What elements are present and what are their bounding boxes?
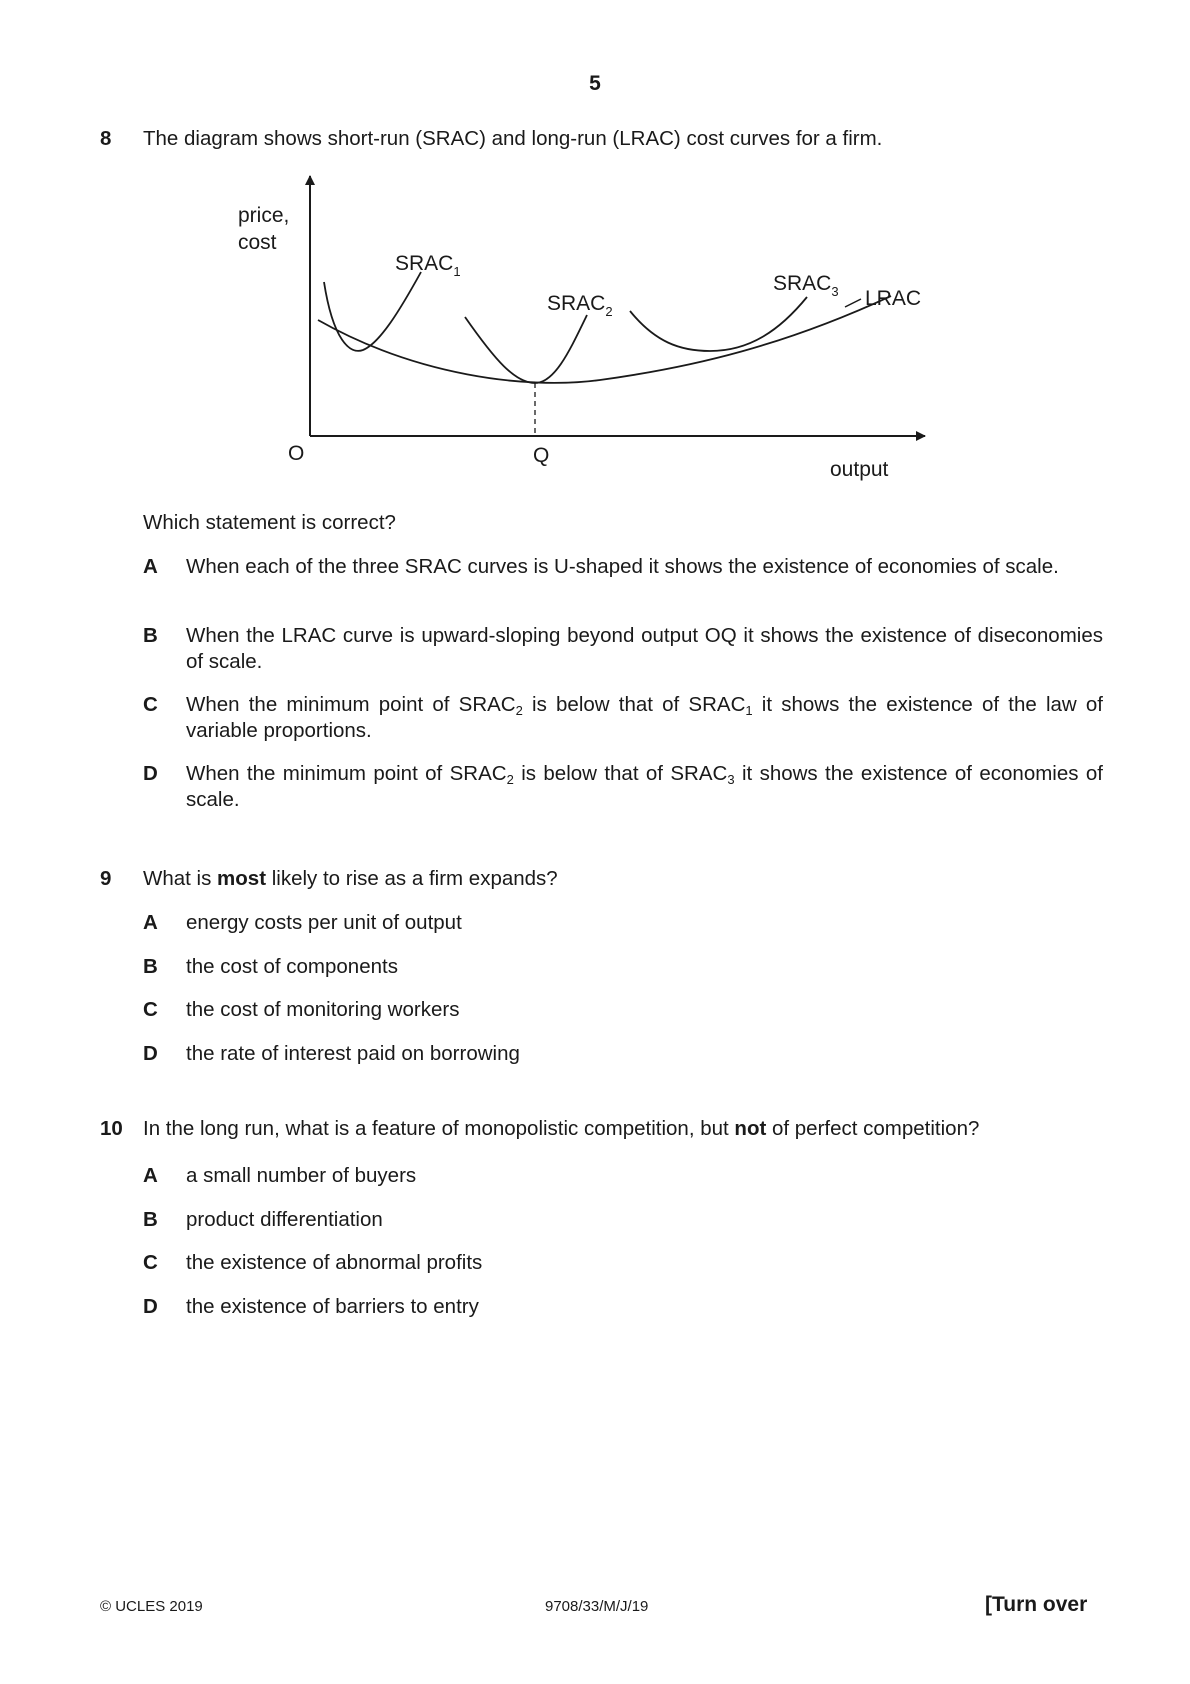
option-letter: B	[143, 624, 158, 647]
lrac-pointer	[845, 299, 861, 307]
option-letter: A	[143, 1164, 158, 1187]
option-text-part: it shows the existence of the law of variable proportions.	[186, 693, 1103, 742]
question-text-part: In the long run, what is a feature of monopolistic competition, but	[143, 1117, 735, 1140]
option-letter: C	[143, 998, 158, 1021]
option-text: a small number of buyers	[186, 1164, 417, 1187]
x-axis-label: output	[830, 458, 889, 481]
option-text: product differentiation	[186, 1208, 383, 1231]
paper-code: 9708/33/M/J/19	[545, 1598, 649, 1615]
option-text	[186, 692, 1103, 744]
turn-over-note: [Turn over	[985, 1593, 1088, 1616]
option-letter: D	[143, 1295, 158, 1318]
cost-curve-diagram	[225, 170, 945, 490]
question-number: 10	[100, 1117, 123, 1140]
origin-label: O	[288, 442, 305, 465]
option-letter: B	[143, 1208, 158, 1231]
srac3-label: $SRAC_3$	[773, 272, 839, 299]
question-prompt: Which statement is correct?	[143, 511, 396, 534]
option-letter: D	[143, 1042, 158, 1065]
option-text: energy costs per unit of output	[186, 911, 462, 934]
option-letter: C	[143, 693, 158, 716]
option-text-part: it shows the existence of economies of scale.	[186, 762, 1103, 811]
question-text-part: What is	[143, 867, 218, 890]
option-letter: A	[143, 911, 158, 934]
option-text: the existence of abnormal profits	[186, 1251, 483, 1274]
subscript: 3	[727, 772, 735, 787]
option-text: When the LRAC curve is upward-sloping beyond output OQ it shows the existence of diseconomies of scale.	[186, 624, 1103, 673]
question-text: The diagram shows short-run (SRAC) and long-run (LRAC) cost curves for a firm.	[143, 127, 883, 150]
question-text-part: likely to rise as a firm expands?	[266, 867, 558, 890]
copyright-notice: © UCLES 2019	[100, 1598, 203, 1615]
question-number: 8	[100, 127, 112, 150]
option-text: the rate of interest paid on borrowing	[186, 1042, 520, 1065]
option-text: When each of the three SRAC curves is U-shaped it shows the existence of economies of scale.	[186, 555, 1059, 578]
option-text-part: When the minimum point of SRAC	[186, 762, 507, 785]
question-text	[143, 866, 1103, 892]
y-axis-label: price,	[238, 204, 290, 227]
question-number: 9	[100, 867, 112, 890]
y-axis-label: cost	[238, 231, 277, 254]
option-letter: B	[143, 955, 158, 978]
option-letter: A	[143, 555, 158, 578]
option-text: the cost of components	[186, 955, 398, 978]
question-text-part: of perfect competition?	[766, 1117, 980, 1140]
question-emphasis: most	[217, 867, 267, 890]
option-text-part: When the minimum point of SRAC	[186, 693, 516, 716]
srac1-curve	[324, 272, 421, 351]
question-emphasis: not	[734, 1117, 767, 1140]
page-number: 5	[589, 72, 601, 95]
option-text: the existence of barriers to entry	[186, 1295, 479, 1318]
option-letter: C	[143, 1251, 158, 1274]
question-text	[143, 1116, 1103, 1142]
q-label: Q	[533, 444, 550, 467]
option-text-part: is below that of SRAC	[522, 693, 746, 716]
subscript: 2	[515, 703, 523, 718]
lrac-label: LRAC	[865, 287, 922, 310]
subscript: 1	[745, 703, 753, 718]
option-text: the cost of monitoring workers	[186, 998, 460, 1021]
option-text-part: is below that of SRAC	[513, 762, 728, 785]
srac2-label: $SRAC_2$	[547, 292, 613, 319]
option-letter: D	[143, 762, 158, 785]
srac3-curve	[630, 297, 807, 351]
subscript: 2	[506, 772, 514, 787]
srac2-curve	[465, 315, 587, 383]
srac1-label: $SRAC_1$	[395, 252, 461, 279]
option-text	[186, 761, 1103, 813]
